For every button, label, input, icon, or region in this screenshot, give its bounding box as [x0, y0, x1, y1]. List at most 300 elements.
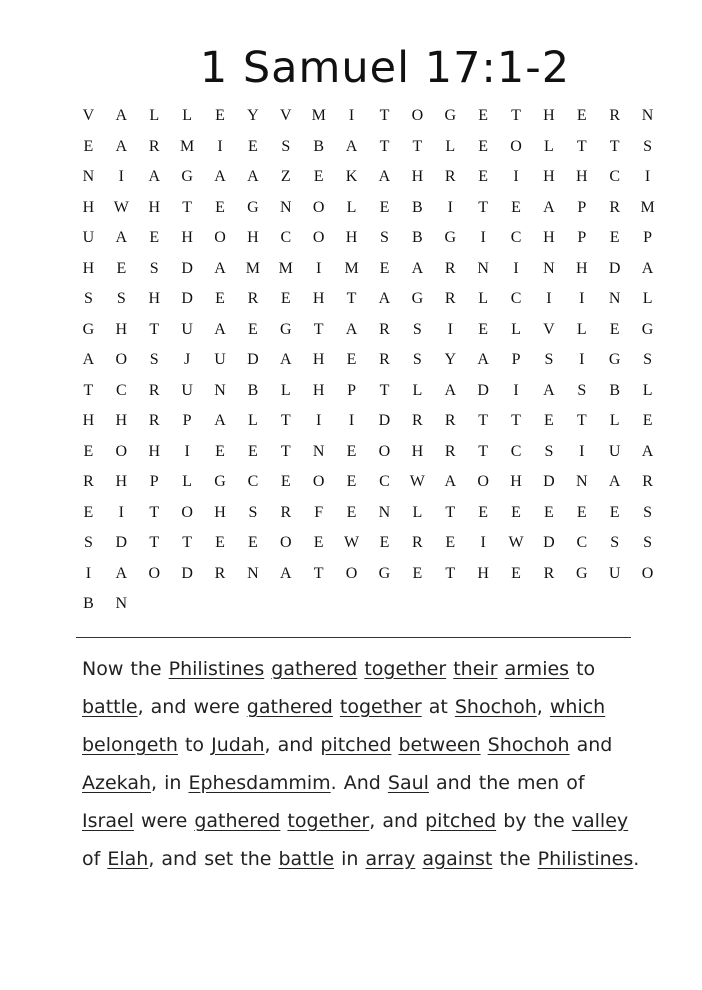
grid-letter: I: [348, 412, 355, 429]
grid-letter: E: [544, 412, 554, 429]
grid-letter: B: [83, 595, 94, 612]
grid-letter: S: [610, 534, 620, 551]
grid-letter: C: [510, 290, 522, 307]
grid-letter: D: [543, 534, 555, 551]
grid-letter: D: [543, 473, 555, 490]
grid-letter: G: [576, 564, 588, 582]
grid-letter: A: [115, 137, 128, 155]
grid-letter: H: [543, 107, 555, 124]
grid-letter: S: [83, 290, 93, 307]
grid-letter: E: [511, 198, 521, 216]
grid-letter: T: [313, 564, 324, 582]
grid-letter: H: [576, 168, 588, 185]
grid-letter: N: [543, 259, 555, 277]
grid-letter: A: [641, 442, 654, 460]
passage-text: , and set the: [148, 848, 279, 870]
grid-letter: T: [280, 442, 291, 460]
grid-letter: A: [477, 351, 489, 368]
grid-letter: A: [214, 412, 226, 429]
grid-letter: E: [609, 320, 620, 338]
grid-letter: L: [642, 381, 653, 399]
grid-letter: H: [312, 381, 325, 399]
grid-letter: G: [280, 320, 292, 338]
grid-letter: L: [478, 290, 489, 307]
grid-letter: R: [444, 259, 456, 277]
grid-letter: H: [543, 168, 555, 185]
underlined-word: Ephesdammim: [188, 772, 331, 794]
underlined-word: Azekah: [82, 772, 152, 794]
underlined-word: valley: [571, 810, 629, 832]
grid-letter: T: [149, 534, 160, 551]
grid-letter: O: [115, 351, 128, 368]
grid-letter: T: [511, 412, 521, 429]
grid-letter: L: [544, 137, 554, 155]
passage-text: , in: [151, 772, 189, 794]
grid-letter: H: [477, 564, 489, 582]
grid-letter: E: [313, 168, 324, 185]
grid-letter: G: [411, 290, 424, 307]
grid-letter: A: [82, 351, 95, 368]
grid-letter: R: [444, 412, 456, 429]
grid-letter: U: [608, 564, 621, 582]
grid-letter: E: [576, 503, 587, 521]
grid-letter: G: [82, 320, 95, 338]
grid-letter: O: [411, 107, 424, 124]
underlined-word: Elah: [107, 848, 149, 870]
grid-letter: A: [444, 381, 457, 399]
grid-letter: H: [148, 442, 160, 460]
grid-letter: B: [313, 137, 325, 155]
divider: [76, 637, 631, 638]
grid-letter: I: [118, 168, 124, 185]
grid-letter: S: [643, 534, 653, 551]
grid-letter: A: [608, 473, 621, 490]
grid-letter: R: [379, 351, 390, 368]
underlined-word: together: [287, 810, 370, 832]
grid-letter: A: [280, 351, 292, 368]
passage-text: Now the: [82, 658, 169, 680]
grid-letter: R: [444, 290, 456, 307]
grid-letter: A: [247, 168, 259, 185]
grid-letter: E: [478, 107, 489, 124]
grid-letter: A: [115, 564, 128, 582]
grid-letter: E: [346, 442, 357, 460]
grid-letter: S: [412, 351, 422, 368]
grid-letter: E: [511, 503, 521, 521]
grid-letter: S: [412, 320, 422, 338]
passage-text: , and were: [137, 696, 247, 718]
grid-letter: H: [148, 290, 160, 307]
passage-text: to: [569, 658, 596, 680]
grid-letter: W: [344, 534, 360, 551]
grid-letter: S: [544, 442, 554, 460]
passage-text: were: [133, 810, 195, 832]
grid-letter: R: [148, 381, 160, 399]
passage-text: .: [633, 848, 640, 870]
grid-letter: T: [576, 412, 587, 429]
grid-letter: O: [378, 442, 391, 460]
underlined-word: Israel: [82, 810, 134, 832]
grid-letter: I: [316, 412, 322, 429]
grid-letter: E: [379, 198, 390, 216]
underlined-word: gathered: [246, 696, 333, 718]
grid-letter: T: [412, 137, 423, 155]
grid-letter: E: [346, 473, 357, 490]
grid-letter: D: [181, 259, 193, 277]
grid-letter: A: [115, 229, 128, 246]
grid-letter: I: [579, 351, 585, 368]
grid-letter: T: [445, 503, 456, 521]
grid-letter: A: [115, 107, 128, 124]
grid-letter: T: [182, 534, 192, 551]
grid-letter: I: [513, 168, 519, 185]
grid-letter: C: [510, 229, 522, 246]
grid-letter: T: [182, 198, 192, 216]
underlined-word: gathered: [194, 810, 281, 832]
grid-letter: A: [378, 290, 391, 307]
grid-letter: E: [576, 107, 587, 124]
grid-letter: E: [215, 198, 225, 216]
grid-letter: L: [248, 412, 258, 429]
grid-letter: W: [409, 473, 425, 490]
grid-letter: F: [314, 503, 324, 521]
grid-letter: A: [214, 168, 226, 185]
grid-letter: P: [182, 412, 192, 429]
grid-letter: I: [316, 259, 322, 277]
grid-letter: E: [313, 534, 324, 551]
grid-letter: E: [609, 503, 620, 521]
grid-letter: N: [82, 168, 95, 185]
grid-letter: A: [345, 137, 358, 155]
grid-letter: H: [510, 473, 522, 490]
grid-letter: T: [478, 198, 489, 216]
grid-letter: M: [180, 137, 195, 155]
passage-text: , and: [264, 734, 321, 756]
underlined-word: belongeth: [82, 734, 178, 756]
grid-letter: C: [379, 473, 390, 490]
grid-letter: T: [149, 503, 160, 521]
grid-letter: I: [513, 381, 519, 399]
grid-letter: E: [215, 107, 225, 124]
underlined-word: Philistines: [537, 848, 634, 870]
grid-letter: G: [378, 564, 391, 582]
grid-letter: S: [149, 351, 159, 368]
grid-letter: E: [280, 290, 291, 307]
grid-letter: H: [115, 320, 128, 338]
grid-letter: R: [83, 473, 94, 490]
grid-letter: T: [445, 564, 456, 582]
word-search-grid: [72, 101, 664, 620]
grid-letter: C: [609, 168, 621, 185]
grid-letter: S: [149, 259, 159, 277]
grid-letter: B: [412, 229, 423, 246]
grid-letter: S: [643, 137, 653, 155]
grid-letter: N: [576, 473, 588, 490]
grid-letter: U: [181, 381, 193, 399]
grid-letter: E: [478, 320, 489, 338]
grid-letter: H: [115, 412, 128, 429]
underlined-word: array: [365, 848, 416, 870]
grid-letter: S: [281, 137, 291, 155]
grid-letter: H: [411, 442, 424, 460]
grid-letter: O: [345, 564, 358, 582]
grid-letter: U: [214, 351, 226, 368]
grid-letter: A: [148, 168, 160, 185]
grid-letter: R: [609, 198, 621, 216]
grid-letter: T: [379, 107, 390, 124]
grid-letter: E: [248, 137, 258, 155]
grid-letter: U: [181, 320, 193, 338]
grid-letter: I: [348, 107, 355, 124]
underlined-word: against: [422, 848, 493, 870]
grid-letter: I: [513, 259, 519, 277]
grid-letter: E: [544, 503, 554, 521]
grid-letter: N: [378, 503, 391, 521]
passage-text: ,: [536, 696, 550, 718]
grid-letter: S: [83, 534, 93, 551]
underlined-word: Saul: [387, 772, 429, 794]
grid-letter: E: [248, 320, 258, 338]
grid-letter: A: [543, 381, 555, 399]
underlined-word: Shochoh: [487, 734, 570, 756]
underlined-word: together: [364, 658, 447, 680]
underlined-word: their: [453, 658, 498, 680]
grid-letter: A: [444, 473, 457, 490]
grid-letter: T: [346, 290, 357, 307]
grid-letter: T: [478, 412, 489, 429]
grid-letter: I: [546, 290, 552, 307]
passage-text: and: [569, 734, 613, 756]
grid-letter: G: [247, 198, 259, 216]
grid-letter: G: [641, 320, 654, 338]
grid-letter: E: [215, 442, 225, 460]
grid-letter: I: [217, 137, 223, 155]
grid-letter: O: [510, 137, 522, 155]
grid-letter: L: [445, 137, 456, 155]
grid-letter: R: [444, 168, 456, 185]
grid-letter: L: [576, 320, 587, 338]
grid-letter: U: [608, 442, 621, 460]
grid-letter: T: [149, 320, 160, 338]
grid-letter: I: [118, 503, 124, 521]
grid-letter: N: [641, 107, 654, 124]
grid-letter: P: [511, 351, 521, 368]
grid-letter: C: [280, 229, 292, 246]
grid-letter: O: [280, 534, 292, 551]
grid-letter: D: [247, 351, 259, 368]
grid-letter: S: [577, 381, 587, 399]
grid-letter: T: [280, 412, 291, 429]
grid-letter: E: [478, 137, 489, 155]
grid-letter: R: [543, 564, 555, 582]
underlined-word: Shochoh: [454, 696, 537, 718]
grid-letter: R: [444, 442, 456, 460]
grid-letter: H: [312, 351, 325, 368]
grid-letter: N: [247, 564, 259, 582]
grid-letter: H: [148, 198, 160, 216]
grid-letter: L: [642, 290, 653, 307]
grid-letter: O: [148, 564, 160, 582]
passage-text: of: [82, 848, 108, 870]
grid-letter: E: [609, 229, 620, 246]
grid-letter: E: [511, 564, 521, 582]
grid-letter: E: [346, 351, 357, 368]
grid-letter: L: [280, 381, 291, 399]
grid-letter: S: [116, 290, 126, 307]
grid-letter: T: [511, 107, 521, 124]
grid-letter: R: [642, 473, 653, 490]
grid-letter: P: [577, 229, 587, 246]
grid-letter: R: [412, 534, 423, 551]
grid-letter: P: [643, 229, 653, 246]
grid-letter: E: [412, 564, 423, 582]
grid-letter: E: [215, 534, 225, 551]
grid-letter: R: [412, 412, 423, 429]
grid-letter: T: [83, 381, 94, 399]
grid-letter: V: [82, 107, 95, 124]
grid-letter: L: [346, 198, 357, 216]
passage-text: [333, 696, 340, 718]
grid-letter: H: [82, 259, 95, 277]
grid-letter: E: [478, 168, 489, 185]
grid-letter: E: [642, 412, 653, 429]
passage-text: at: [421, 696, 455, 718]
passage-text: in: [334, 848, 366, 870]
grid-letter: D: [477, 381, 489, 399]
grid-letter: M: [245, 259, 261, 277]
grid-letter: L: [412, 381, 423, 399]
grid-letter: T: [609, 137, 620, 155]
passage-text: , and: [369, 810, 426, 832]
grid-letter: V: [543, 320, 555, 338]
grid-letter: V: [280, 107, 292, 124]
grid-letter: B: [247, 381, 259, 399]
grid-letter: B: [609, 381, 621, 399]
grid-letter: C: [576, 534, 588, 551]
grid-letter: R: [379, 320, 390, 338]
grid-letter: R: [148, 137, 160, 155]
underlined-word: which: [549, 696, 606, 718]
grid-letter: P: [149, 473, 159, 490]
grid-letter: J: [184, 351, 191, 368]
grid-letter: A: [214, 259, 226, 277]
grid-letter: E: [379, 534, 390, 551]
grid-letter: L: [412, 503, 423, 521]
page-title: 1 Samuel 17:1-2: [199, 43, 571, 93]
grid-letter: G: [214, 473, 226, 490]
grid-letter: P: [347, 381, 357, 399]
grid-letter: G: [444, 107, 457, 124]
grid-letter: O: [477, 473, 489, 490]
grid-letter: A: [641, 259, 654, 277]
grid-letter: D: [181, 564, 193, 582]
grid-letter: I: [579, 290, 585, 307]
grid-letter: N: [477, 259, 489, 277]
grid-letter: E: [83, 137, 94, 155]
grid-letter: O: [312, 473, 325, 490]
grid-letter: L: [609, 412, 620, 429]
grid-letter: A: [543, 198, 555, 216]
grid-letter: H: [247, 229, 259, 246]
grid-letter: T: [379, 381, 390, 399]
grid-letter: N: [115, 595, 128, 612]
grid-letter: E: [83, 442, 94, 460]
grid-letter: R: [148, 412, 160, 429]
grid-letter: E: [149, 229, 160, 246]
grid-letter: I: [644, 168, 651, 185]
grid-letter: G: [608, 351, 621, 368]
grid-letter: A: [345, 320, 358, 338]
grid-letter: Y: [247, 107, 259, 124]
grid-letter: Y: [444, 351, 457, 368]
passage-text: and the men of: [428, 772, 585, 794]
grid-letter: E: [280, 473, 291, 490]
grid-letter: I: [85, 564, 92, 582]
grid-letter: O: [214, 229, 226, 246]
grid-letter: N: [312, 442, 325, 460]
grid-letter: K: [345, 168, 358, 185]
passage-text: [481, 734, 488, 756]
grid-letter: E: [116, 259, 127, 277]
grid-letter: H: [214, 503, 226, 521]
grid-letter: T: [576, 137, 587, 155]
grid-letter: I: [579, 442, 585, 460]
grid-letter: H: [576, 259, 588, 277]
grid-letter: R: [280, 503, 292, 521]
underlined-word: battle: [278, 848, 335, 870]
grid-letter: D: [181, 290, 193, 307]
grid-letter: E: [346, 503, 357, 521]
grid-letter: N: [608, 290, 621, 307]
grid-letter: H: [345, 229, 358, 246]
passage-text: by the: [496, 810, 572, 832]
grid-letter: P: [577, 198, 587, 216]
grid-letter: O: [312, 198, 325, 216]
grid-letter: Z: [280, 168, 291, 185]
underlined-word: pitched: [320, 734, 392, 756]
underlined-word: gathered: [271, 658, 358, 680]
grid-letter: S: [643, 351, 653, 368]
underlined-word: together: [339, 696, 422, 718]
grid-letter: I: [447, 320, 453, 338]
grid-letter: L: [182, 473, 192, 490]
grid-letter: A: [378, 168, 391, 185]
grid-letter: C: [510, 442, 522, 460]
grid-letter: L: [149, 107, 160, 124]
grid-letter: H: [82, 198, 95, 216]
passage-text: [498, 658, 505, 680]
grid-letter: C: [116, 381, 127, 399]
grid-letter: H: [543, 229, 555, 246]
grid-letter: O: [641, 564, 654, 582]
grid-letter: E: [379, 259, 390, 277]
grid-letter: R: [214, 564, 226, 582]
grid-letter: S: [380, 229, 389, 246]
grid-letter: E: [248, 442, 258, 460]
scripture-passage: [82, 650, 642, 878]
grid-letter: W: [508, 534, 524, 551]
grid-letter: E: [83, 503, 94, 521]
grid-letter: M: [344, 259, 359, 277]
grid-letter: I: [480, 229, 486, 246]
grid-letter: S: [248, 503, 258, 521]
grid-letter: E: [478, 503, 489, 521]
grid-letter: G: [444, 229, 457, 246]
grid-letter: R: [609, 107, 621, 124]
underlined-word: battle: [82, 696, 138, 718]
grid-letter: M: [278, 259, 293, 277]
grid-letter: S: [544, 351, 554, 368]
